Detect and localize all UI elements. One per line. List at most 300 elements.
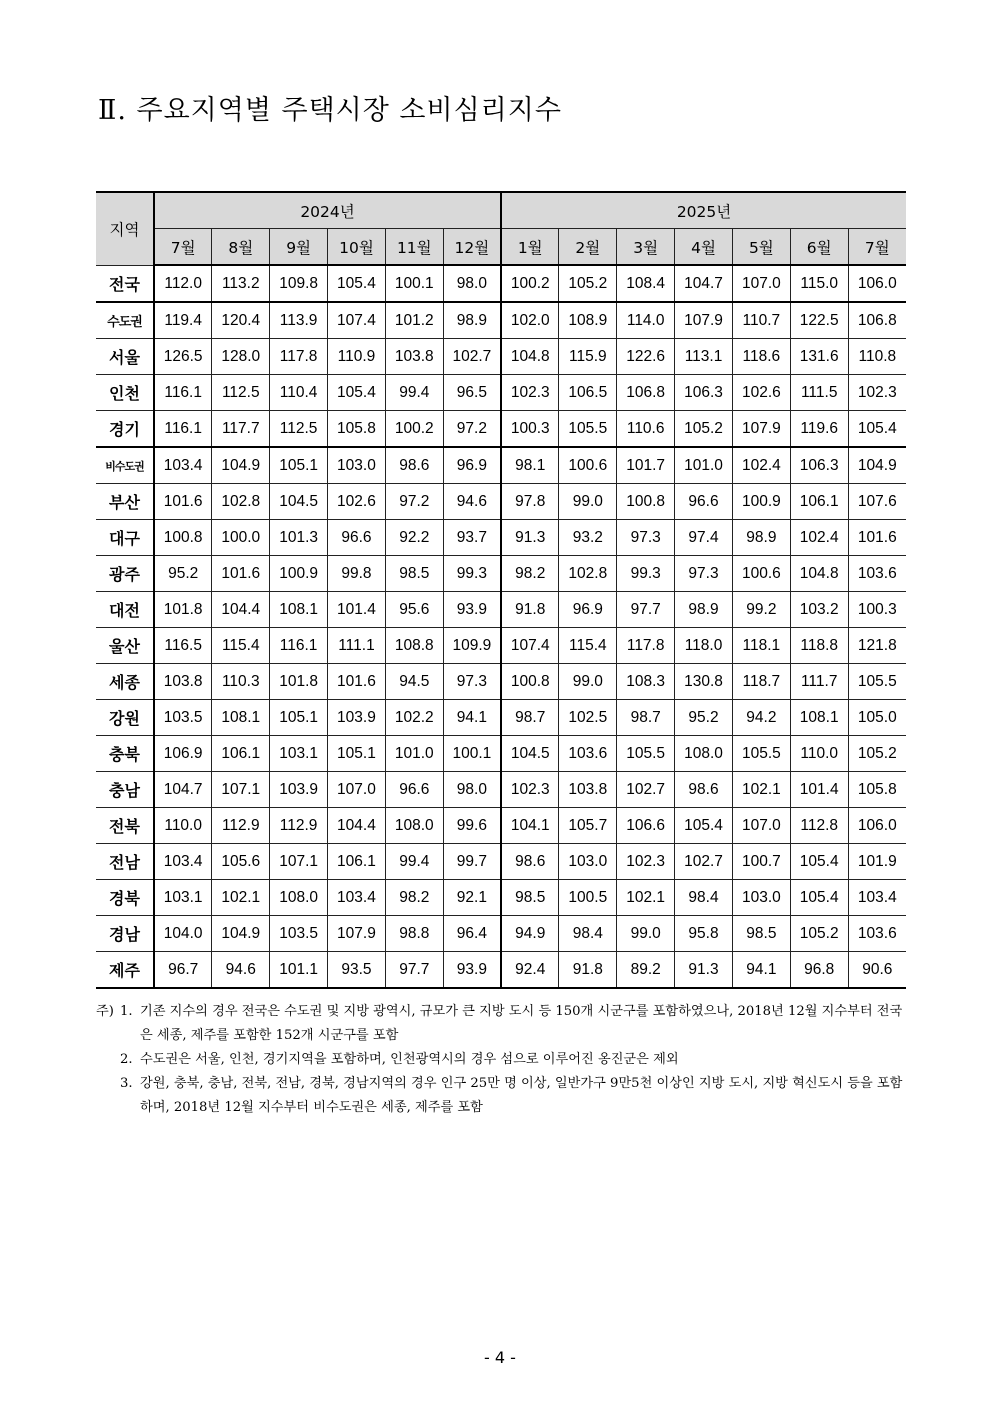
table-row xyxy=(96,447,906,484)
region-label: 수도권 xyxy=(96,302,154,339)
table-row xyxy=(96,411,906,448)
index-value-cell: 116.1 xyxy=(154,411,212,448)
index-value-cell: 113.2 xyxy=(212,265,270,302)
index-value-cell: 105.4 xyxy=(328,375,386,411)
table-row xyxy=(96,880,906,916)
index-value-cell: 102.1 xyxy=(212,880,270,916)
index-value-cell: 106.0 xyxy=(848,808,906,844)
index-value-cell: 107.0 xyxy=(732,808,790,844)
index-value-cell: 97.7 xyxy=(385,952,443,989)
footnote-text: 기존 지수의 경우 전국은 수도권 및 지방 광역시, 규모가 큰 지방 도시 등 150개 시군구를 포함하였으나, 2018년 12월 지수부터 전국은 세종, 제주를 포함한 152개 시군구를 포함 xyxy=(140,1004,903,1043)
month-header: 7월 xyxy=(154,229,212,266)
index-value-cell: 108.0 xyxy=(675,736,733,772)
index-value-cell: 112.0 xyxy=(154,265,212,302)
index-value-cell: 100.5 xyxy=(559,880,617,916)
index-value-cell: 96.9 xyxy=(559,592,617,628)
index-value-cell: 104.7 xyxy=(675,265,733,302)
index-value-cell: 94.2 xyxy=(732,700,790,736)
index-value-cell: 93.9 xyxy=(443,592,501,628)
footnotes xyxy=(96,1000,908,1120)
index-value-cell: 103.4 xyxy=(328,880,386,916)
index-value-cell: 106.3 xyxy=(790,447,848,484)
index-value-cell: 105.6 xyxy=(212,844,270,880)
table-row xyxy=(96,339,906,375)
index-value-cell: 108.1 xyxy=(790,700,848,736)
index-value-cell: 102.3 xyxy=(848,375,906,411)
region-label: 울산 xyxy=(96,628,154,664)
table-row xyxy=(96,772,906,808)
index-value-cell: 98.2 xyxy=(385,880,443,916)
index-value-cell: 110.6 xyxy=(617,411,675,448)
table-row xyxy=(96,736,906,772)
index-value-cell: 103.5 xyxy=(154,700,212,736)
index-value-cell: 110.7 xyxy=(732,302,790,339)
region-label: 충남 xyxy=(96,772,154,808)
footnote-3 xyxy=(96,1072,908,1120)
index-value-cell: 104.5 xyxy=(501,736,559,772)
region-label: 대전 xyxy=(96,592,154,628)
index-value-cell: 116.5 xyxy=(154,628,212,664)
table-row xyxy=(96,556,906,592)
month-header: 4월 xyxy=(675,229,733,266)
index-value-cell: 108.0 xyxy=(270,880,328,916)
index-value-cell: 106.0 xyxy=(848,265,906,302)
index-value-cell: 126.5 xyxy=(154,339,212,375)
region-label: 광주 xyxy=(96,556,154,592)
region-label: 비수도권 xyxy=(96,447,154,484)
index-value-cell: 102.7 xyxy=(675,844,733,880)
index-value-cell: 105.4 xyxy=(790,844,848,880)
index-value-cell: 103.8 xyxy=(559,772,617,808)
index-value-cell: 107.1 xyxy=(212,772,270,808)
table-row xyxy=(96,592,906,628)
index-value-cell: 102.4 xyxy=(732,447,790,484)
index-value-cell: 98.7 xyxy=(501,700,559,736)
index-value-cell: 99.4 xyxy=(385,375,443,411)
footnote-number: 1. xyxy=(120,1004,133,1019)
index-value-cell: 98.5 xyxy=(501,880,559,916)
index-value-cell: 103.8 xyxy=(385,339,443,375)
month-header: 1월 xyxy=(501,229,559,266)
index-value-cell: 101.8 xyxy=(154,592,212,628)
index-value-cell: 100.1 xyxy=(385,265,443,302)
index-value-cell: 104.9 xyxy=(212,916,270,952)
index-value-cell: 97.3 xyxy=(617,520,675,556)
page-number: - 4 - xyxy=(484,1348,516,1367)
index-value-cell: 102.3 xyxy=(617,844,675,880)
table-row xyxy=(96,916,906,952)
index-value-cell: 102.4 xyxy=(790,520,848,556)
region-label: 대구 xyxy=(96,520,154,556)
index-value-cell: 109.8 xyxy=(270,265,328,302)
index-value-cell: 101.6 xyxy=(848,520,906,556)
index-value-cell: 91.3 xyxy=(501,520,559,556)
index-value-cell: 107.9 xyxy=(732,411,790,448)
index-value-cell: 115.4 xyxy=(559,628,617,664)
index-value-cell: 105.1 xyxy=(270,447,328,484)
index-value-cell: 102.5 xyxy=(559,700,617,736)
index-value-cell: 103.0 xyxy=(732,880,790,916)
footnote-text: 수도권은 서울, 인천, 경기지역을 포함하며, 인천광역시의 경우 섬으로 이루어진 옹진군은 제외 xyxy=(140,1052,679,1067)
index-value-cell: 116.1 xyxy=(154,375,212,411)
index-value-cell: 93.5 xyxy=(328,952,386,989)
month-header: 5월 xyxy=(732,229,790,266)
index-value-cell: 104.8 xyxy=(790,556,848,592)
index-value-cell: 101.6 xyxy=(154,484,212,520)
region-label: 충북 xyxy=(96,736,154,772)
index-value-cell: 101.3 xyxy=(270,520,328,556)
index-value-cell: 94.6 xyxy=(443,484,501,520)
index-value-cell: 106.1 xyxy=(212,736,270,772)
index-value-cell: 118.7 xyxy=(732,664,790,700)
index-value-cell: 104.5 xyxy=(270,484,328,520)
index-value-cell: 105.2 xyxy=(675,411,733,448)
footnote-1 xyxy=(96,1000,908,1048)
index-value-cell: 100.0 xyxy=(212,520,270,556)
index-value-cell: 98.6 xyxy=(675,772,733,808)
index-value-cell: 96.8 xyxy=(790,952,848,989)
index-value-cell: 102.0 xyxy=(501,302,559,339)
index-value-cell: 111.5 xyxy=(790,375,848,411)
index-value-cell: 105.4 xyxy=(675,808,733,844)
index-value-cell: 96.6 xyxy=(328,520,386,556)
sentiment-index-table xyxy=(96,191,906,989)
index-value-cell: 103.8 xyxy=(154,664,212,700)
index-value-cell: 104.9 xyxy=(212,447,270,484)
index-value-cell: 102.8 xyxy=(212,484,270,520)
index-value-cell: 114.0 xyxy=(617,302,675,339)
index-value-cell: 93.2 xyxy=(559,520,617,556)
index-value-cell: 100.9 xyxy=(270,556,328,592)
index-value-cell: 107.0 xyxy=(328,772,386,808)
index-value-cell: 103.4 xyxy=(154,844,212,880)
month-header: 12월 xyxy=(443,229,501,266)
index-value-cell: 105.5 xyxy=(559,411,617,448)
month-header: 6월 xyxy=(790,229,848,266)
index-value-cell: 100.8 xyxy=(617,484,675,520)
footnote-marker: 주) xyxy=(96,1004,114,1019)
index-value-cell: 122.6 xyxy=(617,339,675,375)
index-value-cell: 100.6 xyxy=(732,556,790,592)
index-value-cell: 102.3 xyxy=(501,375,559,411)
region-label: 서울 xyxy=(96,339,154,375)
index-value-cell: 91.8 xyxy=(501,592,559,628)
index-value-cell: 107.9 xyxy=(675,302,733,339)
index-value-cell: 102.3 xyxy=(501,772,559,808)
index-value-cell: 110.3 xyxy=(212,664,270,700)
index-value-cell: 98.6 xyxy=(501,844,559,880)
region-label: 경기 xyxy=(96,411,154,448)
region-label: 전남 xyxy=(96,844,154,880)
index-value-cell: 98.0 xyxy=(443,772,501,808)
index-value-cell: 101.0 xyxy=(385,736,443,772)
index-value-cell: 100.6 xyxy=(559,447,617,484)
index-value-cell: 95.2 xyxy=(154,556,212,592)
region-label: 경북 xyxy=(96,880,154,916)
table-row xyxy=(96,628,906,664)
index-value-cell: 107.6 xyxy=(848,484,906,520)
index-value-cell: 100.2 xyxy=(501,265,559,302)
index-value-cell: 101.2 xyxy=(385,302,443,339)
index-value-cell: 101.4 xyxy=(790,772,848,808)
index-value-cell: 105.5 xyxy=(732,736,790,772)
index-value-cell: 92.2 xyxy=(385,520,443,556)
index-value-cell: 101.8 xyxy=(270,664,328,700)
index-value-cell: 116.1 xyxy=(270,628,328,664)
index-value-cell: 103.9 xyxy=(270,772,328,808)
table-row xyxy=(96,808,906,844)
index-value-cell: 96.4 xyxy=(443,916,501,952)
index-value-cell: 111.7 xyxy=(790,664,848,700)
index-value-cell: 98.5 xyxy=(385,556,443,592)
index-value-cell: 106.8 xyxy=(617,375,675,411)
region-label: 제주 xyxy=(96,952,154,989)
index-value-cell: 103.4 xyxy=(154,447,212,484)
region-column-header: 지역 xyxy=(96,192,154,265)
index-value-cell: 105.5 xyxy=(848,664,906,700)
index-value-cell: 113.1 xyxy=(675,339,733,375)
table-row xyxy=(96,844,906,880)
month-header: 9월 xyxy=(270,229,328,266)
index-value-cell: 102.6 xyxy=(328,484,386,520)
index-value-cell: 108.1 xyxy=(270,592,328,628)
index-value-cell: 91.8 xyxy=(559,952,617,989)
index-value-cell: 100.1 xyxy=(443,736,501,772)
index-value-cell: 101.0 xyxy=(675,447,733,484)
index-value-cell: 112.5 xyxy=(270,411,328,448)
index-value-cell: 92.1 xyxy=(443,880,501,916)
index-value-cell: 98.9 xyxy=(675,592,733,628)
index-value-cell: 100.3 xyxy=(501,411,559,448)
index-value-cell: 103.1 xyxy=(154,880,212,916)
index-value-cell: 113.9 xyxy=(270,302,328,339)
index-value-cell: 117.8 xyxy=(270,339,328,375)
index-value-cell: 119.6 xyxy=(790,411,848,448)
index-value-cell: 98.8 xyxy=(385,916,443,952)
index-value-cell: 103.6 xyxy=(848,556,906,592)
index-value-cell: 100.8 xyxy=(501,664,559,700)
index-value-cell: 108.1 xyxy=(212,700,270,736)
index-value-cell: 104.8 xyxy=(501,339,559,375)
index-value-cell: 94.1 xyxy=(443,700,501,736)
index-value-cell: 112.9 xyxy=(212,808,270,844)
index-value-cell: 99.0 xyxy=(559,484,617,520)
month-header: 3월 xyxy=(617,229,675,266)
index-value-cell: 105.7 xyxy=(559,808,617,844)
month-header: 7월 xyxy=(848,229,906,266)
index-value-cell: 94.5 xyxy=(385,664,443,700)
month-header: 10월 xyxy=(328,229,386,266)
index-value-cell: 105.5 xyxy=(617,736,675,772)
index-value-cell: 100.8 xyxy=(154,520,212,556)
index-value-cell: 91.3 xyxy=(675,952,733,989)
index-value-cell: 103.5 xyxy=(270,916,328,952)
index-value-cell: 99.7 xyxy=(443,844,501,880)
index-value-cell: 102.1 xyxy=(732,772,790,808)
index-value-cell: 100.2 xyxy=(385,411,443,448)
index-value-cell: 93.9 xyxy=(443,952,501,989)
index-value-cell: 103.9 xyxy=(328,700,386,736)
index-value-cell: 105.8 xyxy=(848,772,906,808)
index-value-cell: 104.9 xyxy=(848,447,906,484)
index-value-cell: 117.7 xyxy=(212,411,270,448)
region-label: 인천 xyxy=(96,375,154,411)
region-label: 경남 xyxy=(96,916,154,952)
index-value-cell: 93.7 xyxy=(443,520,501,556)
table-row xyxy=(96,375,906,411)
table-row xyxy=(96,700,906,736)
page-title: Ⅱ. 주요지역별 주택시장 소비심리지수 xyxy=(98,95,562,126)
index-value-cell: 98.4 xyxy=(675,880,733,916)
index-value-cell: 102.8 xyxy=(559,556,617,592)
index-value-cell: 108.3 xyxy=(617,664,675,700)
index-value-cell: 107.1 xyxy=(270,844,328,880)
index-value-cell: 104.7 xyxy=(154,772,212,808)
index-value-cell: 97.2 xyxy=(385,484,443,520)
index-value-cell: 106.9 xyxy=(154,736,212,772)
index-value-cell: 97.4 xyxy=(675,520,733,556)
index-value-cell: 131.6 xyxy=(790,339,848,375)
footnote-text: 강원, 충북, 충남, 전북, 전남, 경북, 경남지역의 경우 인구 25만 명 이상, 일반가구 9만5천 이상인 지방 도시, 지방 혁신도시 등을 포함하며, 2018년 12월 지수부터 비수도권은 세종, 제주를 포함 xyxy=(140,1076,903,1115)
table-row xyxy=(96,302,906,339)
footnote-2 xyxy=(96,1048,908,1072)
index-value-cell: 122.5 xyxy=(790,302,848,339)
index-value-cell: 90.6 xyxy=(848,952,906,989)
index-value-cell: 99.8 xyxy=(328,556,386,592)
index-value-cell: 120.4 xyxy=(212,302,270,339)
table-row xyxy=(96,265,906,302)
month-header: 8월 xyxy=(212,229,270,266)
index-value-cell: 97.7 xyxy=(617,592,675,628)
index-value-cell: 94.6 xyxy=(212,952,270,989)
index-value-cell: 101.9 xyxy=(848,844,906,880)
region-label: 강원 xyxy=(96,700,154,736)
index-value-cell: 106.3 xyxy=(675,375,733,411)
index-value-cell: 97.2 xyxy=(443,411,501,448)
index-value-cell: 107.4 xyxy=(328,302,386,339)
index-value-cell: 105.1 xyxy=(328,736,386,772)
index-value-cell: 99.3 xyxy=(617,556,675,592)
index-value-cell: 95.2 xyxy=(675,700,733,736)
index-value-cell: 115.4 xyxy=(212,628,270,664)
index-value-cell: 111.1 xyxy=(328,628,386,664)
index-value-cell: 99.2 xyxy=(732,592,790,628)
index-value-cell: 96.6 xyxy=(675,484,733,520)
index-value-cell: 104.4 xyxy=(328,808,386,844)
index-value-cell: 102.7 xyxy=(443,339,501,375)
index-value-cell: 119.4 xyxy=(154,302,212,339)
index-value-cell: 100.9 xyxy=(732,484,790,520)
index-value-cell: 101.6 xyxy=(328,664,386,700)
index-value-cell: 105.2 xyxy=(848,736,906,772)
index-value-cell: 95.6 xyxy=(385,592,443,628)
index-value-cell: 121.8 xyxy=(848,628,906,664)
index-value-cell: 94.9 xyxy=(501,916,559,952)
index-value-cell: 103.6 xyxy=(848,916,906,952)
index-value-cell: 112.9 xyxy=(270,808,328,844)
index-value-cell: 107.0 xyxy=(732,265,790,302)
index-value-cell: 98.2 xyxy=(501,556,559,592)
index-value-cell: 94.1 xyxy=(732,952,790,989)
footnote-number: 2. xyxy=(120,1052,133,1067)
index-value-cell: 98.9 xyxy=(732,520,790,556)
index-value-cell: 102.7 xyxy=(617,772,675,808)
index-value-cell: 115.0 xyxy=(790,265,848,302)
index-value-cell: 110.0 xyxy=(154,808,212,844)
index-value-cell: 112.5 xyxy=(212,375,270,411)
index-value-cell: 105.4 xyxy=(790,880,848,916)
region-label: 전국 xyxy=(96,265,154,302)
index-value-cell: 103.2 xyxy=(790,592,848,628)
index-value-cell: 107.4 xyxy=(501,628,559,664)
table-row xyxy=(96,520,906,556)
index-value-cell: 98.5 xyxy=(732,916,790,952)
index-value-cell: 96.7 xyxy=(154,952,212,989)
index-value-cell: 103.0 xyxy=(559,844,617,880)
index-value-cell: 106.1 xyxy=(328,844,386,880)
index-value-cell: 110.8 xyxy=(848,339,906,375)
index-value-cell: 102.2 xyxy=(385,700,443,736)
month-header-row xyxy=(96,229,906,266)
index-value-cell: 95.8 xyxy=(675,916,733,952)
index-value-cell: 110.4 xyxy=(270,375,328,411)
index-value-cell: 108.9 xyxy=(559,302,617,339)
index-value-cell: 98.7 xyxy=(617,700,675,736)
index-value-cell: 130.8 xyxy=(675,664,733,700)
index-value-cell: 104.1 xyxy=(501,808,559,844)
table-body xyxy=(96,265,906,988)
index-value-cell: 98.0 xyxy=(443,265,501,302)
table-row xyxy=(96,484,906,520)
index-value-cell: 92.4 xyxy=(501,952,559,989)
month-header: 11월 xyxy=(385,229,443,266)
index-value-cell: 96.6 xyxy=(385,772,443,808)
index-value-cell: 103.4 xyxy=(848,880,906,916)
index-value-cell: 110.0 xyxy=(790,736,848,772)
index-value-cell: 105.2 xyxy=(790,916,848,952)
region-label: 세종 xyxy=(96,664,154,700)
index-value-cell: 118.6 xyxy=(732,339,790,375)
index-value-cell: 97.8 xyxy=(501,484,559,520)
index-value-cell: 112.8 xyxy=(790,808,848,844)
index-value-cell: 105.4 xyxy=(848,411,906,448)
index-value-cell: 104.0 xyxy=(154,916,212,952)
footnote-number: 3. xyxy=(120,1076,133,1091)
index-value-cell: 110.9 xyxy=(328,339,386,375)
index-value-cell: 99.0 xyxy=(559,664,617,700)
table-row xyxy=(96,952,906,989)
region-label: 전북 xyxy=(96,808,154,844)
index-value-cell: 101.1 xyxy=(270,952,328,989)
index-value-cell: 108.4 xyxy=(617,265,675,302)
index-value-cell: 109.9 xyxy=(443,628,501,664)
index-value-cell: 103.6 xyxy=(559,736,617,772)
index-value-cell: 105.0 xyxy=(848,700,906,736)
index-value-cell: 96.9 xyxy=(443,447,501,484)
month-header: 2월 xyxy=(559,229,617,266)
index-value-cell: 115.9 xyxy=(559,339,617,375)
index-value-cell: 100.3 xyxy=(848,592,906,628)
year-header-2025: 2025년 xyxy=(501,192,906,229)
index-value-cell: 105.8 xyxy=(328,411,386,448)
index-value-cell: 108.0 xyxy=(385,808,443,844)
index-value-cell: 97.3 xyxy=(675,556,733,592)
index-value-cell: 104.4 xyxy=(212,592,270,628)
index-value-cell: 106.8 xyxy=(848,302,906,339)
index-value-cell: 98.9 xyxy=(443,302,501,339)
index-value-cell: 106.5 xyxy=(559,375,617,411)
index-value-cell: 98.6 xyxy=(385,447,443,484)
